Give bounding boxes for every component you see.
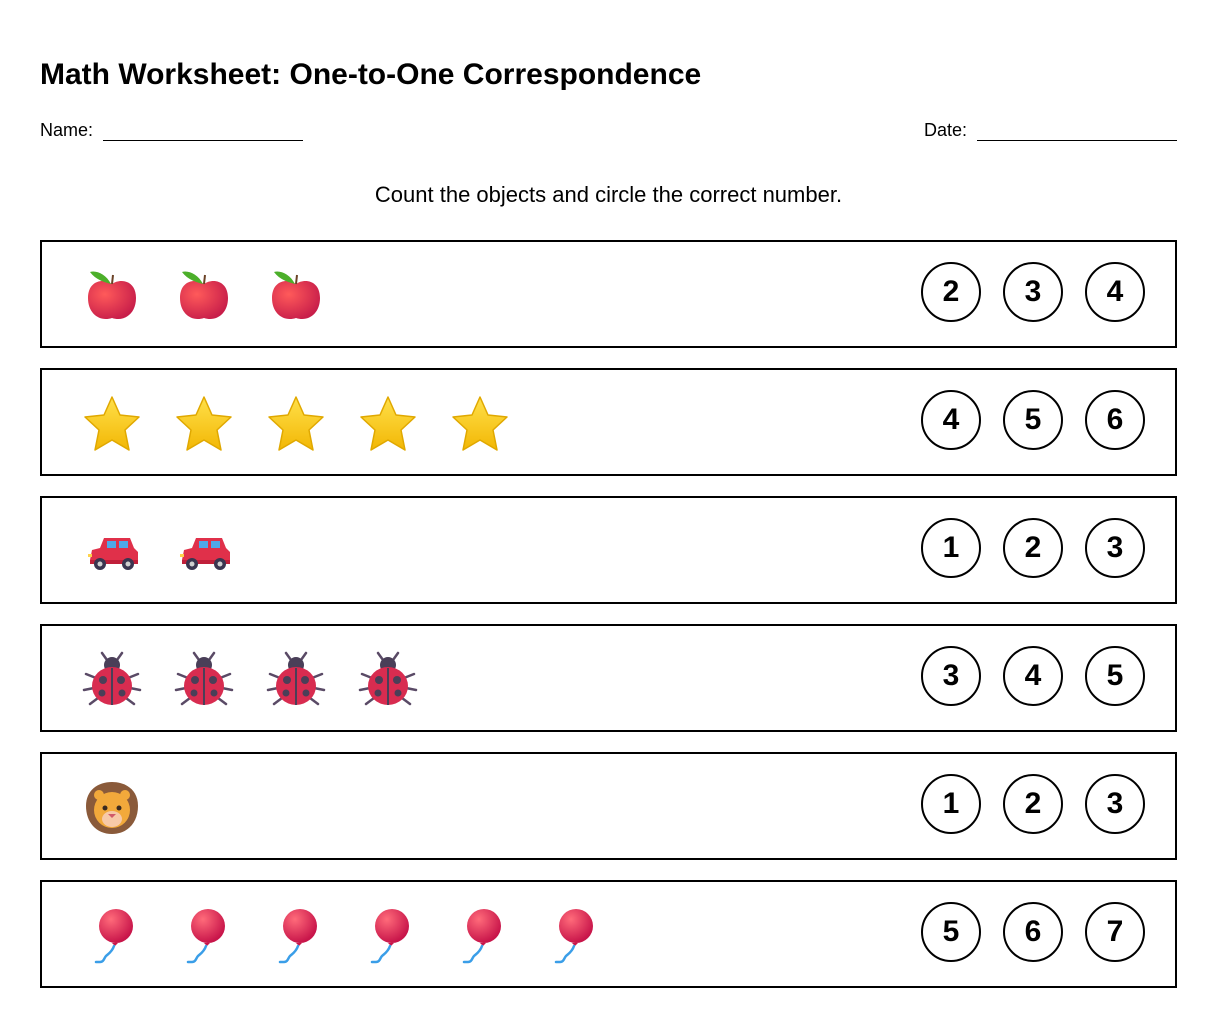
object-group [82, 266, 358, 326]
star-icon [450, 394, 510, 454]
answer-choice-6[interactable]: 6 [1085, 390, 1145, 450]
star-icon [174, 394, 234, 454]
answer-choice-3[interactable]: 3 [1003, 262, 1063, 322]
answer-choice-2[interactable]: 2 [921, 262, 981, 322]
answer-choice-3[interactable]: 3 [921, 646, 981, 706]
problem-list [40, 240, 1177, 1008]
object-group [82, 394, 542, 454]
answer-choices [899, 262, 1145, 322]
answer-choices [899, 646, 1145, 706]
answer-choice-1[interactable]: 1 [921, 518, 981, 578]
object-group [82, 522, 266, 582]
ladybug-icon [358, 650, 418, 710]
object-group [82, 650, 450, 710]
worksheet-title: Math Worksheet: One-to-One Correspondence [40, 58, 702, 91]
answer-choices [899, 518, 1145, 578]
apple-icon [174, 266, 234, 326]
problem-row-1 [40, 240, 1177, 348]
star-icon [266, 394, 326, 454]
balloon-icon [266, 906, 326, 966]
lion-icon [82, 778, 142, 838]
balloon-icon [542, 906, 602, 966]
answer-choices [899, 902, 1145, 962]
answer-choices [899, 390, 1145, 450]
problem-row-2 [40, 368, 1177, 476]
car-icon [82, 522, 142, 582]
answer-choice-4[interactable]: 4 [921, 390, 981, 450]
answer-choice-2[interactable]: 2 [1003, 774, 1063, 834]
problem-row-5 [40, 752, 1177, 860]
ladybug-icon [174, 650, 234, 710]
ladybug-icon [82, 650, 142, 710]
name-label: Name: [40, 120, 94, 140]
problem-row-3 [40, 496, 1177, 604]
date-field[interactable] [977, 118, 1177, 141]
answer-choice-4[interactable]: 4 [1003, 646, 1063, 706]
name-field-group [40, 118, 303, 141]
answer-choice-3[interactable]: 3 [1085, 774, 1145, 834]
answer-choice-7[interactable]: 7 [1085, 902, 1145, 962]
balloon-icon [82, 906, 142, 966]
problem-row-4 [40, 624, 1177, 732]
answer-choice-4[interactable]: 4 [1085, 262, 1145, 322]
car-icon [174, 522, 234, 582]
answer-choices [899, 774, 1145, 834]
answer-choice-5[interactable]: 5 [1085, 646, 1145, 706]
instructions: Count the objects and circle the correct number. [374, 182, 843, 207]
problem-row-6 [40, 880, 1177, 988]
date-label: Date: [923, 120, 967, 140]
answer-choice-5[interactable]: 5 [921, 902, 981, 962]
ladybug-icon [266, 650, 326, 710]
object-group [82, 906, 634, 966]
date-field-group [924, 118, 1177, 141]
object-group [82, 778, 174, 838]
apple-icon [266, 266, 326, 326]
answer-choice-5[interactable]: 5 [1003, 390, 1063, 450]
balloon-icon [450, 906, 510, 966]
name-field[interactable] [103, 118, 303, 141]
answer-choice-2[interactable]: 2 [1003, 518, 1063, 578]
star-icon [82, 394, 142, 454]
balloon-icon [174, 906, 234, 966]
apple-icon [82, 266, 142, 326]
star-icon [358, 394, 418, 454]
answer-choice-1[interactable]: 1 [921, 774, 981, 834]
answer-choice-3[interactable]: 3 [1085, 518, 1145, 578]
balloon-icon [358, 906, 418, 966]
answer-choice-6[interactable]: 6 [1003, 902, 1063, 962]
